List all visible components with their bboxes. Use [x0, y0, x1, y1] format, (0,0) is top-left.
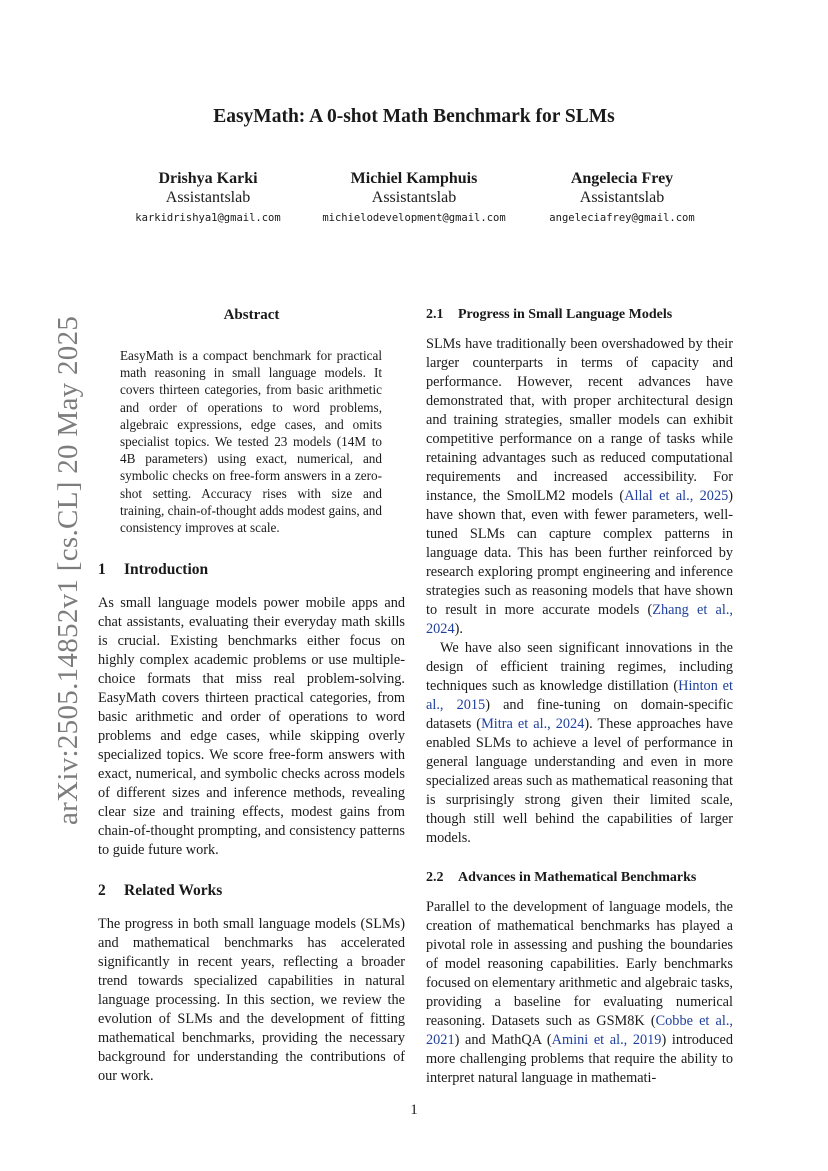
citation-link[interactable]: Mitra et al., 2024 — [481, 716, 585, 732]
section-title: Related Works — [124, 882, 223, 900]
section-number: 2 — [98, 882, 106, 900]
related-works-paragraph: The progress in both small language models (SLMs) and mathematical benchmarks has accelerated significantly in recent years, reflecting a broader trend towards specialized capabilities in natural language processing. In this section, we review the evolution of SLMs and the development of fitting mathematical benchmarks, providing the necessary background for understanding the contributions of our work. — [98, 916, 405, 1085]
subsection-2-2-paragraph-1 — [426, 898, 733, 1088]
text-run: SLMs have traditionally been overshadowed by their larger counterparts in terms of capacity and performance. However, recent advances have demonstrated that, with proper architectural design and training strategies, smaller models can exhibit competitive performance on a range of tasks while retaining advantages such as reduced computational requirements and increased accessibility. For instance, the SmolLM2 models ( — [426, 336, 733, 504]
subsection-title: Advances in Mathematical Benchmarks — [458, 870, 697, 885]
author-3 — [502, 169, 742, 228]
author-affiliation: Assistantslab — [579, 189, 665, 206]
author-affiliation: Assistantslab — [165, 189, 251, 206]
arxiv-identifier — [0, 315, 84, 860]
author-email: michielodevelopment@gmail.com — [322, 212, 506, 224]
author-1 — [88, 169, 328, 228]
citation-link[interactable]: Cobbe et al., 2021 — [426, 1013, 733, 1048]
section-title: Introduction — [124, 561, 209, 579]
abstract-heading: Abstract — [223, 307, 280, 323]
right-column — [426, 305, 733, 1088]
section-related-works-heading — [98, 881, 405, 901]
author-2 — [294, 169, 534, 228]
citation-link[interactable]: Hinton et al., 2015 — [426, 678, 733, 713]
author-block — [0, 169, 828, 239]
introduction-paragraph: As small language models power mobile apps and chat assistants, evaluating their everyday math skills is crucial. Existing benchmarks either focus on highly complex academic problems or use multiple-choice formats that miss real problem-solving. EasyMath covers thirteen practical categories, from basic arithmetic and order of operations to word problems and edge cases, while skipping overly specialized topics. We score free-form answers with exact, numerical, and symbolic checks across models of different sizes and inference methods, revealing clear size and training effects, modest gains from chain-of-thought prompting, and consistency patterns to guide future work. — [98, 595, 405, 859]
left-column — [98, 305, 405, 1086]
author-name: Michiel Kamphuis — [350, 170, 478, 187]
text-run: We have also seen significant innovations in the design of efficient training regimes, including techniques such as knowledge distillation ( — [426, 640, 733, 694]
subsection-title: Progress in Small Language Models — [458, 307, 673, 322]
text-run: ). These approaches have enabled SLMs to achieve a level of performance in general language understanding and even in more specialized areas such as mathematical reasoning that is surprisingly strong given their limited scale, though still well behind the capabilities of larger models. — [426, 716, 733, 846]
author-name: Drishya Karki — [158, 170, 258, 187]
abstract-text: EasyMath is a compact benchmark for practical math reasoning in small language models. It covers thirteen categories, from basic arithmetic and order of operations to word problems, algebraic expressions, edge cases, and omits specialist topics. We tested 23 models (14M to 4B parameters) using exact, numerical, and symbolic checks on free-form answers in a zero-shot setting. Accuracy rises with size and training, chain-of-thought adds modest gains, and consistency improves at scale. — [120, 348, 382, 536]
page-number: 1 — [410, 1102, 418, 1118]
author-name: Angelecia Frey — [570, 170, 674, 187]
arxiv-id-text: arXiv:2505.14852v1 [cs.CL] 20 May 2025 — [52, 315, 84, 825]
subsection-2-1-heading — [426, 305, 733, 325]
subsection-number: 2.2 — [426, 870, 444, 885]
subsection-2-2-heading — [426, 868, 733, 888]
citation-link[interactable]: Amini et al., 2019 — [551, 1032, 662, 1048]
author-affiliation: Assistantslab — [371, 189, 457, 206]
text-run: Parallel to the development of language models, the creation of mathematical benchmarks has played a pivotal role in assessing and pushing the boundaries of model reasoning capabilities. Early benchmarks focused on elementary arithmetic and algebraic tasks, providing a baseline for evaluating numerical reasoning. Datasets such as GSM8K ( — [426, 899, 733, 1029]
text-run: ). — [454, 621, 463, 637]
author-email: angeleciafrey@gmail.com — [549, 212, 695, 224]
text-run: ) have shown that, even with fewer parameters, well-tuned SLMs can capture complex patterns in language data. This has been further reinforced by research exploring prompt engineering and inference strategies such as reasoning models that have shown to result in more accurate models ( — [426, 488, 734, 618]
text-run: ) and MathQA ( — [454, 1032, 552, 1048]
text-run: ) and fine-tuning on domain-specific datasets ( — [426, 697, 733, 732]
citation-link[interactable]: Allal et al., 2025 — [624, 488, 729, 504]
subsection-2-1-paragraph-1 — [426, 335, 733, 639]
text-run: ) introduced more challenging problems that require the ability to interpret natural language in mathemati- — [426, 1032, 733, 1086]
author-email: karkidrishya1@gmail.com — [135, 212, 281, 224]
section-number: 1 — [98, 561, 106, 579]
section-introduction-heading — [98, 560, 405, 580]
citation-link[interactable]: Zhang et al., 2024 — [426, 602, 733, 637]
subsection-2-1-paragraph-2 — [426, 639, 733, 848]
subsection-number: 2.1 — [426, 307, 444, 322]
paper-title: EasyMath: A 0-shot Math Benchmark for SLMs — [213, 106, 615, 127]
